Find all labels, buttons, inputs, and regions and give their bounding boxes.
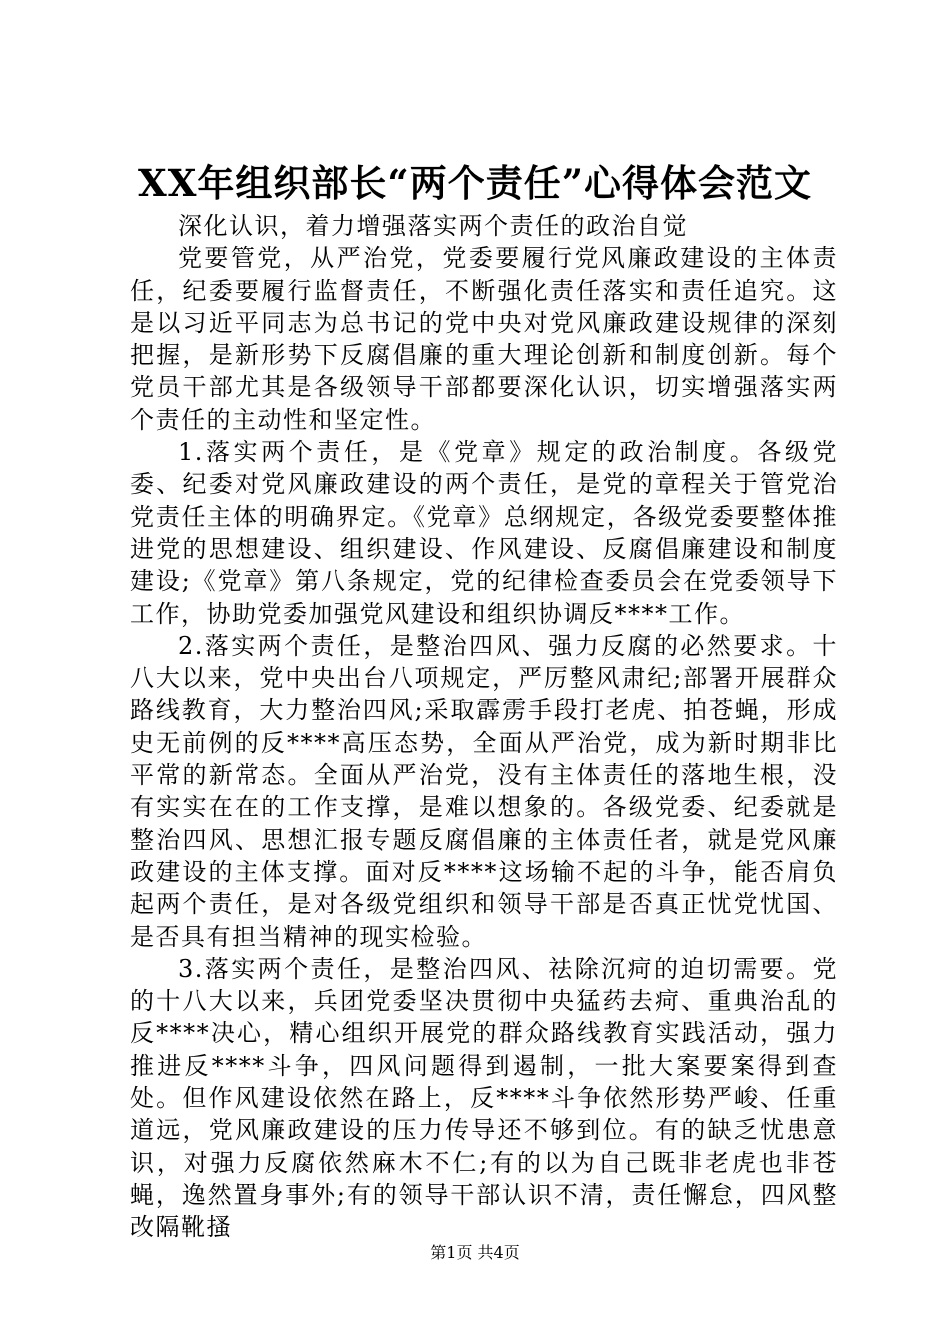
document-body (130, 210, 838, 1244)
paragraph-point-3: 3.落实两个责任，是整治四风、祛除沉疴的迫切需要。党的十八大以来，兵团党委坚决贯彻中央猛药去疴、重典治乱的反****决心，精心组织开展党的群众路线教育实践活动，强力推进反****斗争，四风问题得到遏制，一批大案要案得到查处。但作风建设依然在路上，反****斗争依然形势严峻、任重道远，党风廉政建设的压力传导还不够到位。有的缺乏忧患意识，对强力反腐依然麻木不仁;有的以为自己既非老虎也非苍蝇，逸然置身事外;有的领导干部认识不清，责任懈怠，四风整改隔靴搔 (130, 954, 838, 1242)
paragraph-point-2: 2.落实两个责任，是整治四风、强力反腐的必然要求。十八大以来，党中央出台八项规定，严厉整风肃纪;部署开展群众路线教育，大力整治四风;采取霹雳手段打老虎、拍苍蝇，形成史无前例的反****高压态势，全面从严治党，成为新时期非比平常的新常态。全面从严治党，没有主体责任的落地生根，没有实实在在的工作支撑，是难以想象的。各级党委、纪委就是整治四风、思想汇报专题反腐倡廉的主体责任者，就是党风廉政建设的主体支撑。面对反****这场输不起的斗争，能否肩负起两个责任，是对各级党组织和领导干部是否真正忧党忧国、是否具有担当精神的现实检验。 (130, 631, 838, 951)
section-heading: 深化认识，着力增强落实两个责任的政治自觉 (178, 212, 688, 240)
paragraph-intro: 党要管党，从严治党，党委要履行党风廉政建设的主体责任，纪委要履行监督责任，不断强化责任落实和责任追究。这是以习近平同志为总书记的党中央对党风廉政建设规律的深刻把握，是新形势下反腐倡廉的重大理论创新和制度创新。每个党员干部尤其是各级领导干部都要深化认识，切实增强落实两个责任的主动性和坚定性。 (130, 244, 838, 434)
page-number-footer: 第1页 共4页 (430, 1243, 520, 1262)
paragraph-point-1: 1.落实两个责任，是《党章》规定的政治制度。各级党委、纪委对党风廉政建设的两个责任，是党的章程关于管党治党责任主体的明确界定。《党章》总纲规定，各级党委要整体推进党的思想建设、组织建设、作风建设、反腐倡廉建设和制度建设;《党章》第八条规定，党的纪律检查委员会在党委领导下工作，协助党委加强党风建设和组织协调反****工作。 (130, 438, 838, 628)
document-title: XX年组织部长“两个责任”心得体会范文 (138, 161, 812, 205)
